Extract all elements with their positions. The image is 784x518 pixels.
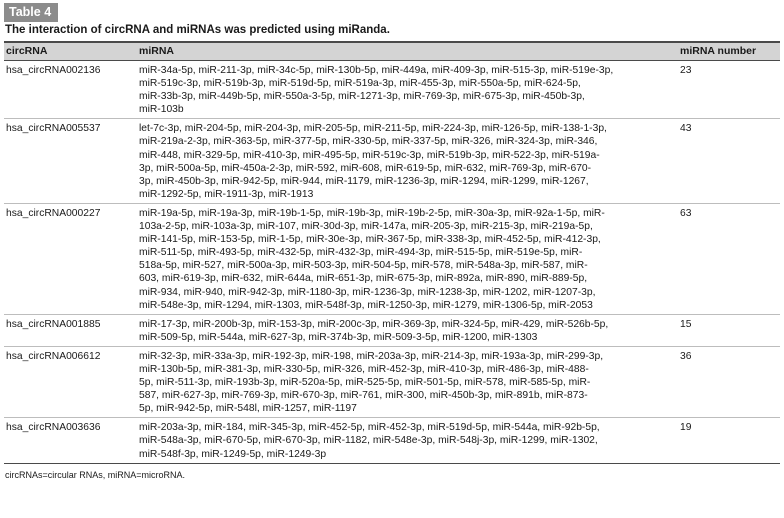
mirna-number-cell: 43 [680,123,692,135]
mirna-number-cell: 63 [680,207,692,219]
table-row [4,61,780,119]
mirna-line: miR-548e-3p, miR-1294, miR-1303, miR-548f-3p, miR-1250-3p, miR-1279, miR-1306-5p, miR-2053 [139,299,593,311]
mirna-cell [139,207,680,312]
mirna-line: miR-511-5p, miR-493-5p, miR-432-5p, miR-432-3p, miR-494-3p, miR-515-5p, miR-519e-5p, miR- [139,247,583,259]
table-row [4,347,780,418]
data-table [4,41,780,464]
mirna-number-cell: 36 [680,350,692,362]
mirna-line: miR-141-5p, miR-153-5p, miR-1-5p, miR-30e-3p, miR-367-5p, miR-338-3p, miR-452-5p, miR-412-3p, [139,234,601,246]
mirna-line: miR-519c-3p, miR-519b-3p, miR-519d-5p, miR-519a-3p, miR-455-3p, miR-550a-5p, miR-624-5p, [139,78,581,90]
mirna-cell [139,318,680,344]
mirna-line: let-7c-3p, miR-204-5p, miR-204-3p, miR-205-5p, miR-211-5p, miR-224-3p, miR-126-5p, miR-138-1-3p, [139,123,607,135]
mirna-cell [139,64,680,116]
mirna-line: miR-34a-5p, miR-211-3p, miR-34c-5p, miR-130b-5p, miR-449a, miR-409-3p, miR-515-3p, miR-519e-3p, [139,65,614,76]
mirna-line: miR-103b [139,104,184,116]
mirna-line: miR-203a-3p, miR-184, miR-345-3p, miR-452-5p, miR-452-3p, miR-519d-5p, miR-544a, miR-92b-5p, [139,422,600,434]
mirna-line: miR-19a-5p, miR-19a-3p, miR-19b-1-5p, miR-19b-3p, miR-19b-2-5p, miR-30a-3p, miR-92a-1-5p, miR- [139,207,605,219]
mirna-number-cell: 23 [680,65,692,76]
mirna-line: 5p, miR-942-5p, miR-548l, miR-1257, miR-1197 [139,403,357,415]
mirna-line: miR-130b-5p, miR-381-3p, miR-330-5p, miR-326, miR-452-3p, miR-410-3p, miR-486-3p, miR-488- [139,363,589,375]
mirna-line: 3p, miR-450b-3p, miR-942-5p, miR-944, miR-1179, miR-1236-3p, miR-1294, miR-1299, miR-1267, [139,175,589,187]
table-container [4,3,780,480]
mirna-line: miR-548f-3p, miR-1249-5p, miR-1249-3p [139,448,327,460]
mirna-line: 3p, miR-500a-5p, miR-450a-2-3p, miR-592, miR-608, miR-619-5p, miR-632, miR-769-3p, miR-670- [139,162,592,174]
circrna-cell: hsa_circRNA000227 [6,207,101,219]
header-circrna: circRNA [6,45,48,57]
table-row [4,315,780,347]
table-row [4,204,780,315]
table-header-row [4,43,780,61]
mirna-line: 603, miR-619-3p, miR-632, miR-644a, miR-651-3p, miR-675-3p, miR-892a, miR-890, miR-889-5p, [139,273,588,285]
mirna-cell [139,122,680,201]
circrna-cell: hsa_circRNA001885 [6,318,101,330]
mirna-line: miR-1292-5p, miR-1911-3p, miR-1913 [139,188,314,200]
mirna-line: miR-219a-2-3p, miR-363-5p, miR-377-5p, miR-330-5p, miR-337-5p, miR-326, miR-324-3p, miR-346, [139,136,598,148]
table-row [4,418,780,462]
circrna-cell: hsa_circRNA002136 [6,65,101,76]
mirna-line: miR-32-3p, miR-33a-3p, miR-192-3p, miR-198, miR-203a-3p, miR-214-3p, miR-193a-3p, miR-299-3p, [139,350,604,362]
mirna-line: 103a-2-5p, miR-103a-3p, miR-107, miR-30d-3p, miR-147a, miR-205-3p, miR-215-3p, miR-219a-5p, [139,221,593,233]
circrna-cell: hsa_circRNA005537 [6,123,101,135]
mirna-line: miR-448, miR-329-5p, miR-410-3p, miR-495-5p, miR-519c-3p, miR-519b-3p, miR-522-3p, miR-519a- [139,149,600,161]
header-mirna: miRNA [139,45,175,57]
mirna-cell [139,350,680,415]
mirna-line: miR-17-3p, miR-200b-3p, miR-153-3p, miR-200c-3p, miR-369-3p, miR-324-5p, miR-429, miR-526b-5p, [139,318,609,330]
mirna-number-cell: 19 [680,422,692,434]
mirna-line: 518a-5p, miR-527, miR-500a-3p, miR-503-3p, miR-504-5p, miR-578, miR-548a-3p, miR-587, miR- [139,260,588,272]
mirna-cell [139,421,680,460]
header-mirna-number: miRNA number [680,45,757,57]
mirna-line: miR-33b-3p, miR-449b-5p, miR-550a-3-5p, miR-1271-3p, miR-769-3p, miR-675-3p, miR-450b-3p, [139,91,585,103]
circrna-cell: hsa_circRNA006612 [6,350,101,362]
table-footnote: circRNAs=circular RNAs, miRNA=microRNA. [5,469,186,480]
mirna-line: miR-548a-3p, miR-670-5p, miR-670-3p, miR-1182, miR-548e-3p, miR-548j-3p, miR-1299, miR-1302, [139,435,598,447]
mirna-line: miR-934, miR-940, miR-942-3p, miR-1180-3p, miR-1236-3p, miR-1238-3p, miR-1202, miR-1207-3p, [139,286,596,298]
mirna-line: miR-509-5p, miR-544a, miR-627-3p, miR-374b-3p, miR-509-3-5p, miR-1200, miR-1303 [139,331,538,343]
circrna-cell: hsa_circRNA003636 [6,422,101,434]
mirna-line: 587, miR-627-3p, miR-769-3p, miR-670-3p, miR-761, miR-300, miR-450b-3p, miR-891b, miR-873- [139,390,588,402]
mirna-number-cell: 15 [680,318,692,330]
table-label: Table 4 [4,3,58,22]
mirna-line: 5p, miR-511-3p, miR-193b-3p, miR-520a-5p, miR-525-5p, miR-501-5p, miR-578, miR-585-5p, miR- [139,377,591,389]
table-caption: The interaction of circRNA and miRNAs was predicted using miRanda. [5,24,390,36]
table-body [4,61,780,463]
table-row [4,119,780,204]
